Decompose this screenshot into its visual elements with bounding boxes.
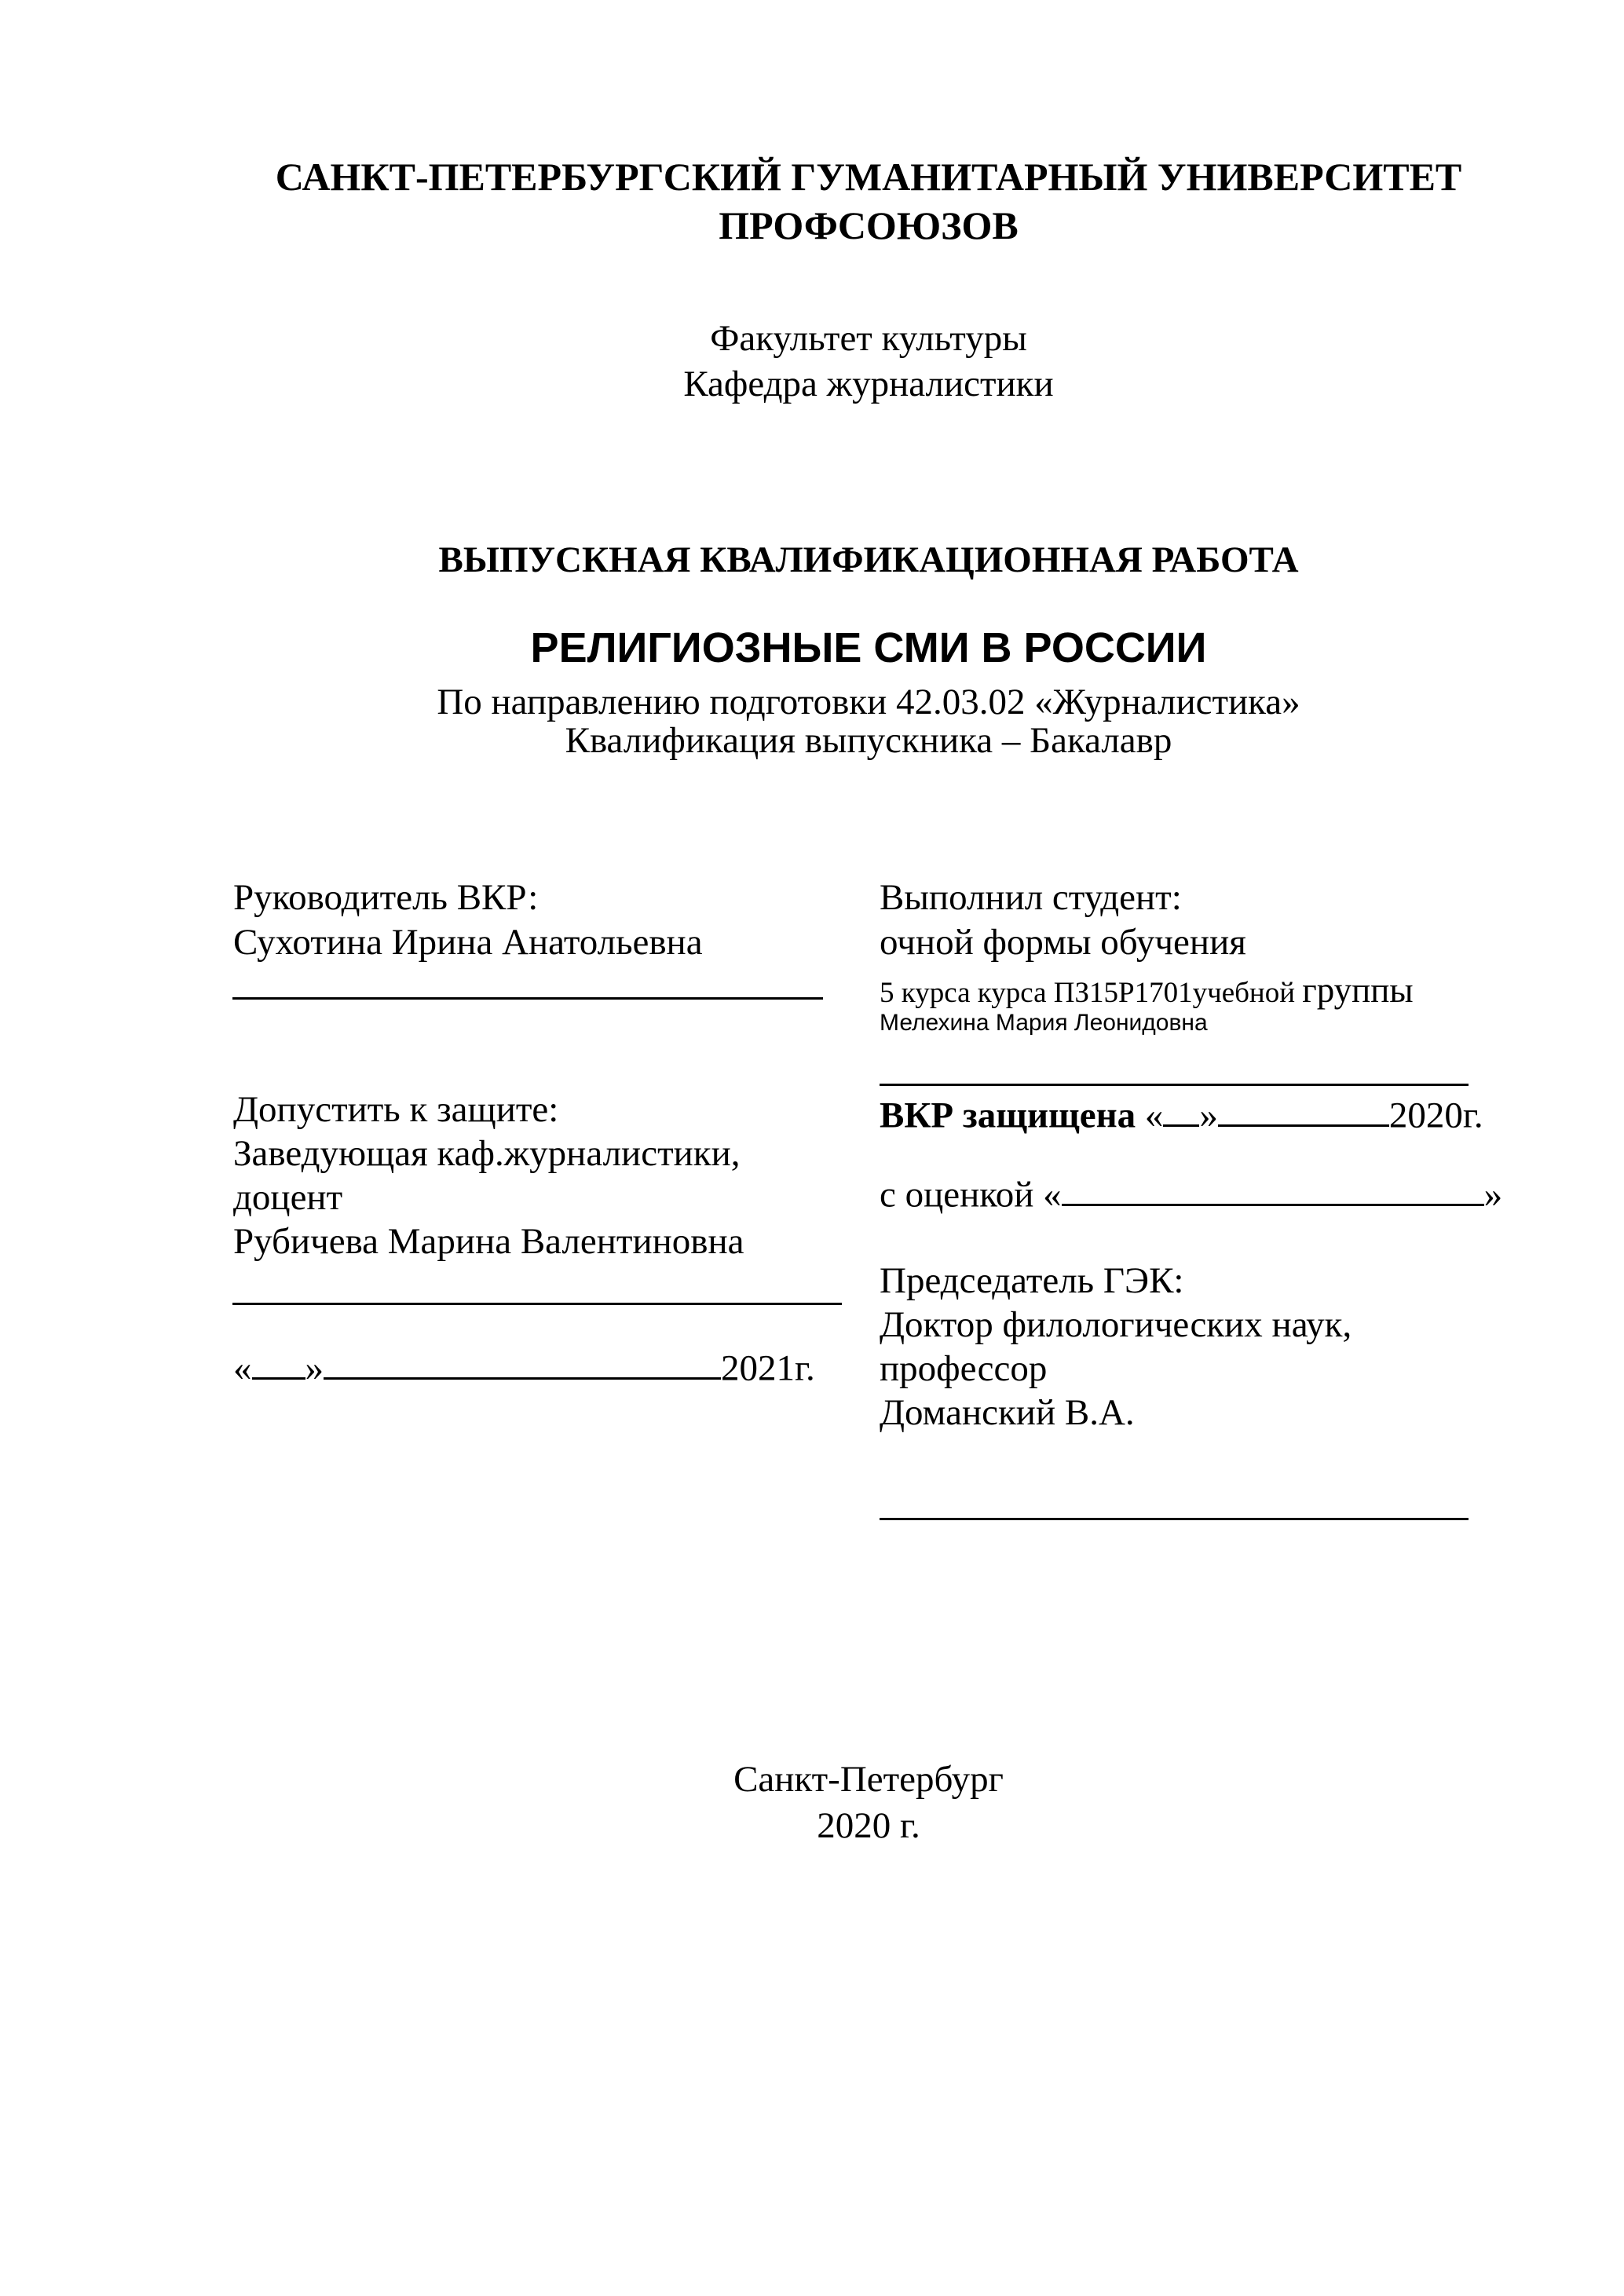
course-group-tail: группы — [1302, 971, 1414, 1010]
head-position: Заведующая каф.журналистики, — [233, 1133, 741, 1174]
faculty-name: Факультет культуры — [710, 318, 1027, 359]
student-label: Выполнил студент: — [880, 877, 1182, 918]
defended-day-blank — [1163, 1091, 1199, 1127]
admit-label: Допустить к защите: — [233, 1089, 559, 1130]
day-blank — [252, 1344, 305, 1380]
student-signature-line — [880, 1084, 1469, 1086]
gek-rank: профессор — [880, 1348, 1048, 1389]
gek-name: Доманский В.А. — [880, 1392, 1135, 1433]
gek-signature-line — [880, 1518, 1469, 1520]
defended-open-quote: « — [1136, 1095, 1164, 1136]
head-name: Рубичева Марина Валентиновна — [233, 1221, 744, 1262]
defended-label: ВКР защищена — [880, 1095, 1136, 1136]
grade-blank — [1062, 1171, 1484, 1206]
date-close-quote: » — [305, 1347, 324, 1389]
defended-close-quote: » — [1199, 1095, 1218, 1136]
supervisor-name: Сухотина Ирина Анатольевна — [233, 922, 703, 963]
date-open-quote: « — [233, 1347, 252, 1389]
gek-degree: Доктор филологических наук, — [880, 1304, 1352, 1345]
university-name-line2: ПРОФСОЮЗОВ — [719, 203, 1019, 247]
head-signature-line — [232, 1303, 842, 1305]
defended-year: 2020г. — [1388, 1095, 1483, 1136]
grade-close-quote: » — [1483, 1174, 1503, 1216]
direction-line: По направлению подготовки 42.03.02 «Журналистика» — [437, 682, 1300, 722]
gek-label: Председатель ГЭК: — [880, 1260, 1184, 1301]
year: 2020 г. — [817, 1805, 920, 1846]
supervisor-signature-line — [232, 997, 823, 1000]
grade-label: с оценкой « — [880, 1174, 1062, 1216]
defended-line — [880, 1091, 1483, 1134]
admit-date — [233, 1344, 815, 1387]
study-form: очной формы обучения — [880, 922, 1246, 963]
supervisor-label: Руководитель ВКР: — [233, 877, 539, 918]
defended-month-blank — [1218, 1091, 1389, 1127]
student-name: Мелехина Мария Леонидовна — [880, 1010, 1208, 1036]
head-rank: доцент — [233, 1177, 343, 1218]
work-title: РЕЛИГИОЗНЫЕ СМИ В РОССИИ — [530, 624, 1207, 671]
qualification-line: Квалификация выпускника – Бакалавр — [565, 720, 1172, 761]
city: Санкт-Петербург — [733, 1759, 1004, 1800]
course-group — [880, 973, 1414, 1008]
university-name-line1: САНКТ-ПЕТЕРБУРГСКИЙ ГУМАНИТАРНЫЙ УНИВЕРСИТЕТ — [275, 155, 1462, 199]
month-blank — [324, 1344, 721, 1380]
grade-line — [880, 1171, 1503, 1216]
department-name: Кафедра журналистики — [683, 364, 1054, 404]
work-type: ВЫПУСКНАЯ КВАЛИФИКАЦИОННАЯ РАБОТА — [438, 539, 1299, 580]
admit-year: 2021г. — [721, 1347, 815, 1389]
course-group-text: 5 курса курса ПЗ15Р1701учебной — [880, 977, 1296, 1009]
